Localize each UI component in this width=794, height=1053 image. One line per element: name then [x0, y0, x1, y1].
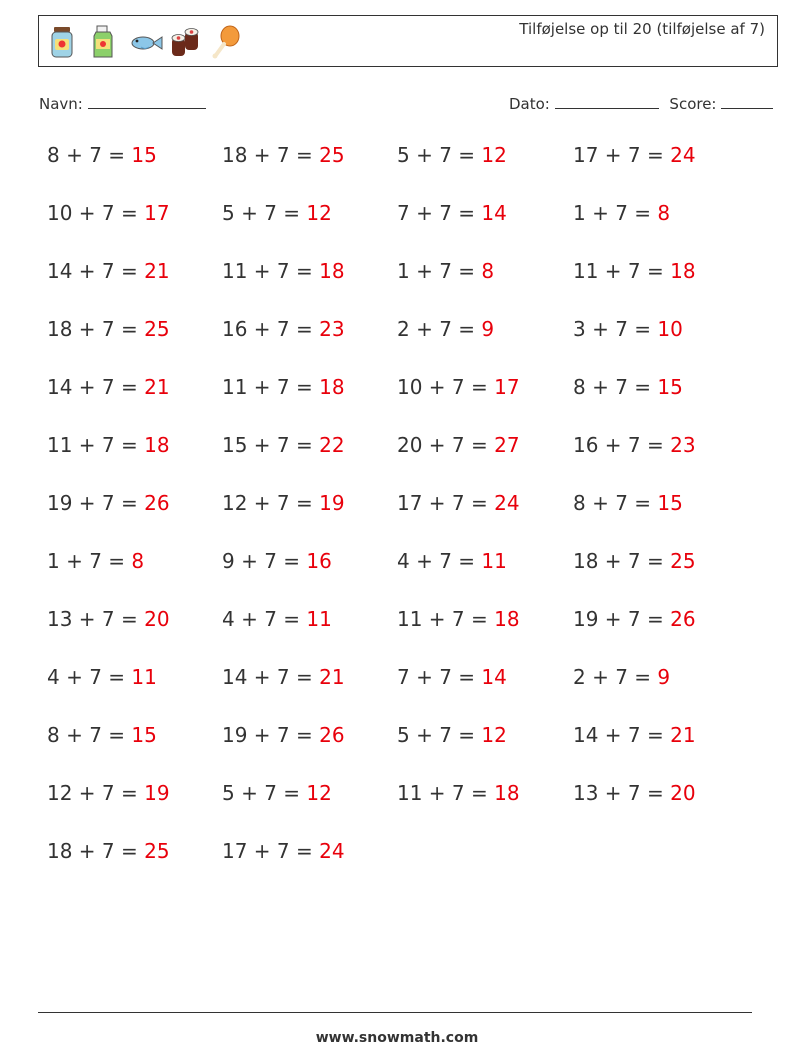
worksheet-title: Tilføjelse op til 20 (tilføjelse af 7): [519, 20, 765, 38]
problem-answer: 25: [319, 143, 345, 167]
problem-answer: 21: [144, 375, 170, 399]
problem-question: 1 + 7 =: [573, 201, 658, 225]
problem-answer: 8: [481, 259, 495, 283]
problem-answer: 8: [657, 201, 671, 225]
problem-answer: 25: [144, 317, 170, 341]
name-line: [88, 94, 206, 109]
problem-question: 11 + 7 =: [397, 781, 495, 805]
problem-answer: 27: [494, 433, 520, 457]
problem-answer: 11: [131, 665, 157, 689]
problem-item: [573, 143, 696, 167]
problem-item: [573, 491, 683, 515]
problem-item: [573, 375, 683, 399]
problem-answer: 18: [494, 781, 520, 805]
problem-item: [573, 259, 696, 283]
fish-icon: [129, 24, 159, 60]
problem-item: [573, 607, 696, 631]
problem-question: 18 + 7 =: [222, 143, 320, 167]
problem-item: [47, 201, 170, 225]
problem-question: 1 + 7 =: [47, 549, 132, 573]
problem-item: [573, 665, 670, 689]
juice-box-icon: [88, 24, 118, 60]
problem-answer: 17: [494, 375, 520, 399]
problem-item: [222, 723, 345, 747]
problem-item: [222, 375, 345, 399]
problem-answer: 14: [481, 665, 507, 689]
problem-question: 18 + 7 =: [47, 839, 145, 863]
problem-question: 16 + 7 =: [222, 317, 320, 341]
problem-question: 14 + 7 =: [222, 665, 320, 689]
problem-item: [222, 433, 345, 457]
problem-question: 13 + 7 =: [47, 607, 145, 631]
problem-question: 11 + 7 =: [222, 375, 320, 399]
problem-question: 17 + 7 =: [573, 143, 671, 167]
problem-question: 12 + 7 =: [222, 491, 320, 515]
problem-answer: 21: [670, 723, 696, 747]
sushi-rolls-icon: [170, 24, 200, 60]
problem-item: [222, 665, 345, 689]
problem-answer: 12: [306, 781, 332, 805]
problem-question: 10 + 7 =: [47, 201, 145, 225]
problem-answer: 12: [306, 201, 332, 225]
problem-answer: 20: [144, 607, 170, 631]
problem-question: 5 + 7 =: [222, 201, 307, 225]
problem-answer: 24: [670, 143, 696, 167]
problem-item: [573, 433, 696, 457]
problem-item: [47, 375, 170, 399]
problem-item: [222, 259, 345, 283]
problem-item: [47, 781, 170, 805]
problem-question: 11 + 7 =: [222, 259, 320, 283]
problem-item: [397, 259, 494, 283]
problem-answer: 12: [481, 723, 507, 747]
problem-question: 2 + 7 =: [397, 317, 482, 341]
problem-question: 3 + 7 =: [573, 317, 658, 341]
problem-answer: 18: [319, 375, 345, 399]
problem-answer: 22: [319, 433, 345, 457]
problem-item: [47, 665, 157, 689]
problem-question: 19 + 7 =: [47, 491, 145, 515]
problem-answer: 15: [131, 143, 157, 167]
problem-item: [47, 317, 170, 341]
problem-item: [397, 143, 507, 167]
problem-answer: 20: [670, 781, 696, 805]
problem-item: [222, 607, 332, 631]
problem-item: [47, 607, 170, 631]
problem-answer: 21: [144, 259, 170, 283]
problem-item: [397, 201, 507, 225]
problem-item: [397, 665, 507, 689]
problem-question: 8 + 7 =: [47, 143, 132, 167]
problem-answer: 19: [144, 781, 170, 805]
problem-question: 17 + 7 =: [397, 491, 495, 515]
problem-question: 15 + 7 =: [222, 433, 320, 457]
problem-answer: 18: [670, 259, 696, 283]
problem-question: 4 + 7 =: [47, 665, 132, 689]
problem-question: 20 + 7 =: [397, 433, 495, 457]
problem-answer: 26: [144, 491, 170, 515]
problem-item: [47, 549, 144, 573]
problem-item: [397, 549, 507, 573]
problem-question: 14 + 7 =: [573, 723, 671, 747]
problem-question: 16 + 7 =: [573, 433, 671, 457]
problem-answer: 26: [319, 723, 345, 747]
problem-question: 12 + 7 =: [47, 781, 145, 805]
footer-divider: [38, 1012, 752, 1013]
problem-question: 18 + 7 =: [573, 549, 671, 573]
problem-question: 7 + 7 =: [397, 201, 482, 225]
problem-item: [222, 839, 345, 863]
problem-answer: 15: [657, 375, 683, 399]
problem-answer: 24: [319, 839, 345, 863]
problem-answer: 8: [131, 549, 145, 573]
problem-item: [397, 317, 494, 341]
problem-question: 5 + 7 =: [397, 723, 482, 747]
problem-answer: 11: [481, 549, 507, 573]
problem-item: [397, 433, 520, 457]
jam-jar-icon: [47, 24, 77, 60]
problem-item: [397, 781, 520, 805]
problem-item: [222, 549, 332, 573]
problem-item: [222, 781, 332, 805]
problem-answer: 18: [494, 607, 520, 631]
problem-answer: 14: [481, 201, 507, 225]
problem-question: 4 + 7 =: [397, 549, 482, 573]
date-label: Dato:: [509, 95, 550, 113]
problem-item: [573, 549, 696, 573]
problem-question: 19 + 7 =: [573, 607, 671, 631]
problem-question: 2 + 7 =: [573, 665, 658, 689]
problem-item: [222, 143, 345, 167]
problem-question: 14 + 7 =: [47, 375, 145, 399]
problem-question: 4 + 7 =: [222, 607, 307, 631]
problem-item: [397, 491, 520, 515]
problem-answer: 19: [319, 491, 345, 515]
problem-question: 10 + 7 =: [397, 375, 495, 399]
problem-question: 8 + 7 =: [573, 491, 658, 515]
problem-answer: 18: [144, 433, 170, 457]
problem-question: 13 + 7 =: [573, 781, 671, 805]
problem-answer: 26: [670, 607, 696, 631]
problem-item: [573, 201, 670, 225]
date-score-field: [509, 94, 773, 113]
name-label: Navn:: [39, 95, 83, 113]
icon-strip: [47, 22, 241, 62]
problem-answer: 16: [306, 549, 332, 573]
problem-question: 19 + 7 =: [222, 723, 320, 747]
problem-question: 1 + 7 =: [397, 259, 482, 283]
problem-question: 11 + 7 =: [397, 607, 495, 631]
problem-question: 7 + 7 =: [397, 665, 482, 689]
problem-item: [397, 607, 520, 631]
problem-item: [573, 317, 683, 341]
problem-item: [397, 375, 520, 399]
score-label: Score:: [669, 95, 717, 113]
problem-answer: 23: [319, 317, 345, 341]
problem-answer: 12: [481, 143, 507, 167]
score-line: [721, 94, 773, 109]
footer-site: www.snowmath.com: [315, 1030, 479, 1046]
problem-answer: 23: [670, 433, 696, 457]
chicken-leg-icon: [211, 24, 241, 60]
problem-question: 14 + 7 =: [47, 259, 145, 283]
problem-question: 18 + 7 =: [47, 317, 145, 341]
problem-answer: 9: [481, 317, 495, 341]
problem-item: [47, 491, 170, 515]
problem-question: 11 + 7 =: [573, 259, 671, 283]
problem-answer: 11: [306, 607, 332, 631]
problem-question: 11 + 7 =: [47, 433, 145, 457]
problem-answer: 25: [144, 839, 170, 863]
problem-item: [573, 781, 696, 805]
problem-answer: 9: [657, 665, 671, 689]
problem-answer: 21: [319, 665, 345, 689]
problem-question: 9 + 7 =: [222, 549, 307, 573]
problem-answer: 15: [131, 723, 157, 747]
problem-item: [397, 723, 507, 747]
name-field: [39, 94, 206, 113]
problem-item: [222, 317, 345, 341]
problem-item: [222, 491, 345, 515]
problem-question: 5 + 7 =: [397, 143, 482, 167]
problem-question: 8 + 7 =: [47, 723, 132, 747]
problem-item: [47, 723, 157, 747]
header-box: [38, 15, 778, 67]
problem-item: [47, 839, 170, 863]
problem-item: [222, 201, 332, 225]
problem-question: 5 + 7 =: [222, 781, 307, 805]
problem-answer: 18: [319, 259, 345, 283]
date-line: [555, 94, 659, 109]
problem-item: [47, 433, 170, 457]
problem-item: [573, 723, 696, 747]
problem-item: [47, 259, 170, 283]
problem-item: [47, 143, 157, 167]
problem-answer: 24: [494, 491, 520, 515]
problem-answer: 25: [670, 549, 696, 573]
problem-answer: 15: [657, 491, 683, 515]
problem-question: 17 + 7 =: [222, 839, 320, 863]
problem-answer: 10: [657, 317, 683, 341]
problem-question: 8 + 7 =: [573, 375, 658, 399]
problem-answer: 17: [144, 201, 170, 225]
